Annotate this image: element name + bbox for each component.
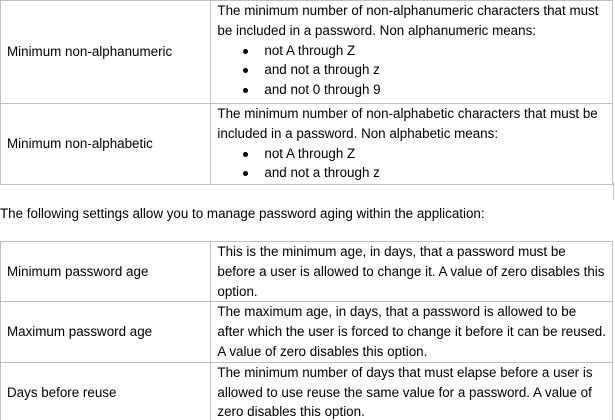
setting-description-text: The minimum number of non-alphabetic characters that must be included in a password. Non alphabetic means:: [217, 106, 598, 141]
table-border-stub: [613, 183, 614, 200]
password-complexity-table: [0, 0, 613, 185]
setting-description-maximum-password-age: The maximum age, in days, that a password is allowed to be after which the user is forced to change it before it can be reused. A value of zero disables this option.: [211, 302, 613, 362]
table-row: [1, 104, 613, 185]
password-aging-table: [0, 241, 613, 420]
setting-description-days-before-reuse: The minimum number of days that must elapse before a user is allowed to use reuse the same value for a password. A value of zero disables this option.: [211, 362, 613, 420]
list-item: not A through Z: [264, 41, 606, 61]
bullet-list: [217, 41, 606, 100]
table-row: [1, 362, 613, 420]
list-item: and not 0 through 9: [264, 80, 606, 100]
setting-name-days-before-reuse: Days before reuse: [1, 362, 211, 420]
bullet-list: [217, 144, 606, 184]
setting-name-minimum-password-age: Minimum password age: [1, 242, 211, 302]
setting-name-minimum-non-alphabetic: Minimum non-alphabetic: [1, 104, 211, 185]
aging-intro-paragraph: The following settings allow you to manage password aging within the application:: [0, 206, 485, 221]
setting-description-minimum-password-age: This is the minimum age, in days, that a password must be before a user is allowed to change it. A value of zero disables this option.: [211, 242, 613, 302]
table-row: [1, 242, 613, 302]
setting-name-minimum-non-alphanumeric: Minimum non-alphanumeric: [1, 1, 211, 104]
table-row: [1, 302, 613, 362]
setting-name-maximum-password-age: Maximum password age: [1, 302, 211, 362]
list-item: and not a through z: [264, 60, 606, 80]
setting-description-minimum-non-alphanumeric: [211, 1, 613, 104]
list-item: not A through Z: [264, 144, 606, 164]
setting-description-text: The minimum number of non-alphanumeric characters that must be included in a password. Non alphanumeric means:: [217, 3, 599, 38]
setting-description-minimum-non-alphabetic: [211, 104, 613, 185]
list-item: and not a through z: [264, 163, 606, 183]
table-row: [1, 1, 613, 104]
